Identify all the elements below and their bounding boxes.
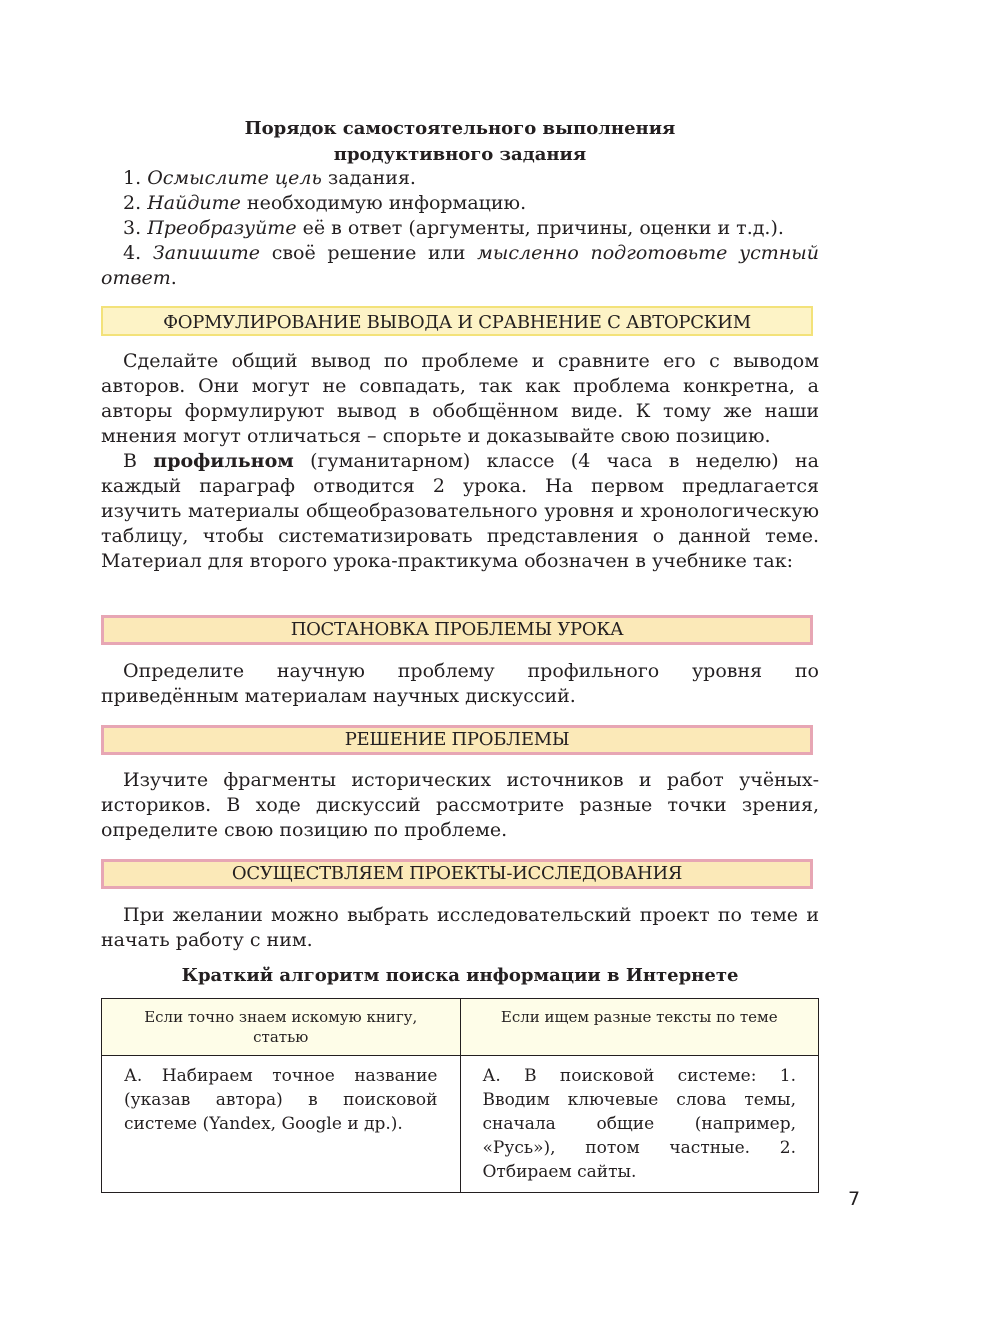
paragraph-problem-solution bbox=[101, 768, 819, 843]
table-title: Краткий алгоритм поиска информации в Интернете bbox=[181, 965, 739, 986]
paragraph-conclusion-text: Сделайте общий вывод по проблеме и сравните его с выводом авторов. Они могут не совпадать, так как проблема конкретна, а авторы формулируют вывод в обобщённом виде. К тому же наши мнения могут отличаться – спорьте и доказывайте свою позицию. bbox=[101, 350, 819, 447]
banner-problem-solution: РЕШЕНИЕ ПРОБЛЕМЫ bbox=[101, 725, 813, 755]
paragraph-problem-solution-text: Изучите фрагменты исторических источников и работ учёных-историков. В ходе дискуссий рассмотрите разные точки зрения, определите свою позицию по проблеме. bbox=[101, 769, 819, 841]
table-header-cell: Если точно знаем искомую книгу, статью bbox=[102, 999, 461, 1056]
step-3: 3. Преобразуйте её в ответ (аргументы, причины, оценки и т.д.). bbox=[123, 217, 784, 239]
heading-line-2: продуктивного задания bbox=[333, 144, 587, 165]
paragraph-projects bbox=[101, 903, 819, 953]
table-cell: А. В поисковой системе: 1. Вводим ключевые слова темы, сначала общие (например, «Русь»), потом частные. 2. Отбираем сайты. bbox=[460, 1056, 819, 1193]
banner-projects: ОСУЩЕСТВЛЯЕМ ПРОЕКТЫ-ИССЛЕДОВАНИЯ bbox=[101, 859, 813, 889]
search-algorithm-table bbox=[101, 998, 819, 1193]
table-header-cell: Если ищем разные тексты по теме bbox=[460, 999, 819, 1056]
paragraph-projects-text: При желании можно выбрать исследовательский проект по теме и начать работу с ним. bbox=[101, 904, 819, 951]
table-header-row bbox=[102, 999, 819, 1056]
table-row bbox=[102, 1056, 819, 1193]
heading-line-1: Порядок самостоятельного выполнения bbox=[244, 118, 676, 139]
paragraph-conclusion bbox=[101, 349, 819, 574]
instructions-heading bbox=[101, 116, 819, 168]
step-2: 2. Найдите необходимую информацию. bbox=[123, 192, 527, 214]
steps-list bbox=[101, 166, 819, 291]
page-number: 7 bbox=[848, 1188, 861, 1210]
paragraph-problem-statement bbox=[101, 659, 819, 709]
banner-conclusion: ФОРМУЛИРОВАНИЕ ВЫВОДА И СРАВНЕНИЕ С АВТОРСКИМ bbox=[101, 306, 813, 336]
table-cell: А. Набираем точное название (указав автора) в поисковой системе (Yandex, Google и др.). bbox=[102, 1056, 461, 1193]
step-1: 1. Осмыслите цель задания. bbox=[123, 167, 416, 189]
paragraph-problem-statement-text: Определите научную проблему профильного уровня по приведённым материалам научных дискуссий. bbox=[101, 660, 819, 707]
paragraph-profile: В профильном (гуманитарном) классе (4 часа в неделю) на каждый параграф отводится 2 урока. На первом предлагается изучить материалы общеобразовательного уровня и хронологическую таблицу, чтобы систематизировать представления о данной теме. Материал для второго урока-практикума обозначен в учебнике так: bbox=[101, 450, 819, 572]
step-4: 4. Запишите своё решение или мысленно подготовьте устный ответ. bbox=[101, 242, 819, 289]
banner-problem-statement: ПОСТАНОВКА ПРОБЛЕМЫ УРОКА bbox=[101, 615, 813, 645]
